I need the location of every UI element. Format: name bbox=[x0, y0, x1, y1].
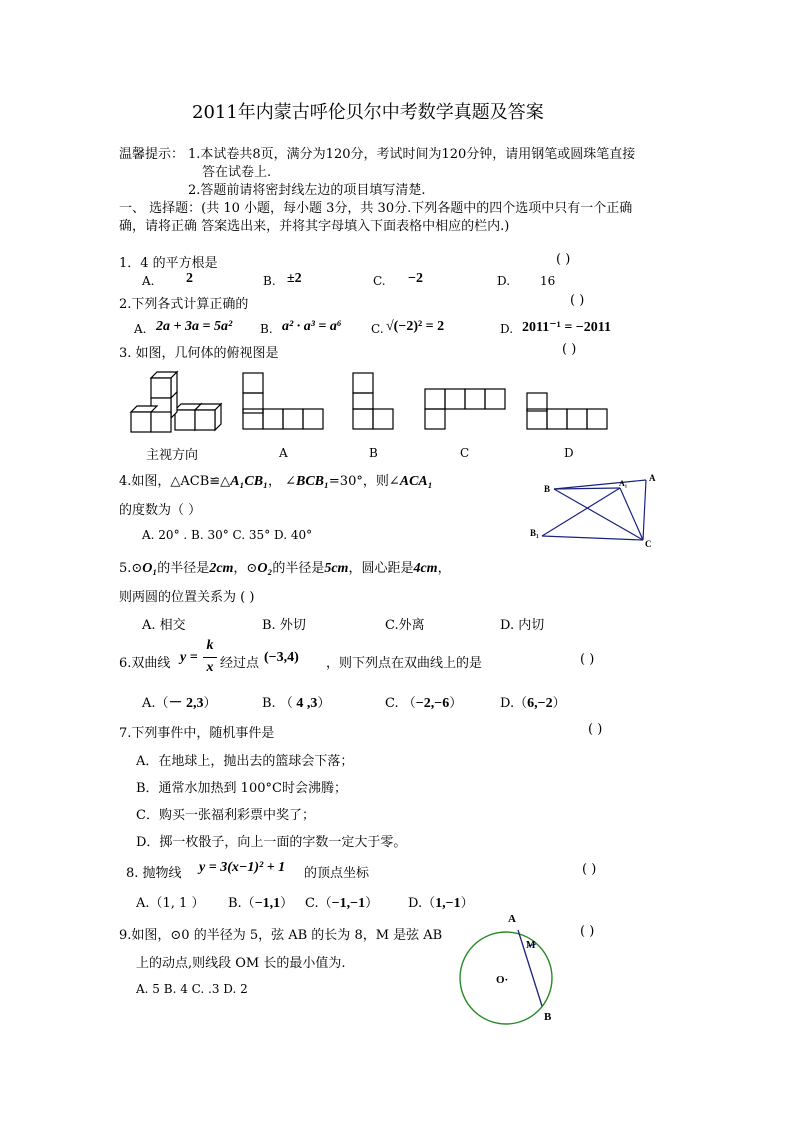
q6-fraction-bar bbox=[203, 657, 217, 658]
q3-stem: 3. 如图，几何体的俯视图是 bbox=[119, 346, 279, 361]
q8-p1: 8. 抛物线 bbox=[126, 866, 182, 881]
q3-main-solid bbox=[131, 372, 221, 432]
q3-option-b-figure bbox=[353, 373, 393, 429]
q3-label-a: A bbox=[279, 446, 288, 460]
q5-p2: 的半径是 bbox=[157, 561, 210, 576]
tips-line2: 2.答题前请将密封线左边的项目填写清楚. bbox=[188, 183, 426, 198]
q5-p3: ，⊙ bbox=[233, 561, 258, 576]
q5-opt-d: D. 内切 bbox=[500, 618, 545, 633]
q6-opt-c-value: −2,−6 bbox=[415, 696, 450, 711]
q2-paren: ( ) bbox=[570, 293, 585, 308]
q9-options: A. 5 B. 4 C. .3 D. 2 bbox=[136, 982, 248, 996]
q4-options: A. 20° . B. 30° C. 35° D. 40° bbox=[142, 528, 313, 542]
q3-option-a-figure bbox=[243, 373, 323, 429]
q7-opt-a: A．在地球上，抛出去的篮球会下落； bbox=[136, 754, 354, 769]
q9-stem: 9.如图，⊙0 的半径为 5，弦 AB 的长为 8，M 是弦 AB bbox=[119, 928, 443, 943]
q5-r1: 2cm bbox=[209, 561, 234, 576]
q4-label-b: B bbox=[544, 484, 551, 494]
q8-opt-b: B.（−1,1） bbox=[228, 896, 294, 911]
q6-opt-c: C. （−2,−6） bbox=[385, 696, 463, 711]
q9-paren: ( ) bbox=[580, 924, 595, 939]
q3-main-label: 主视方向 bbox=[146, 448, 199, 463]
q6-opt-a-value: － 2,3 bbox=[168, 696, 204, 711]
q4-stem bbox=[119, 470, 433, 490]
q3-figures bbox=[125, 365, 615, 437]
q4-symbol-bcb1: BCB₁ bbox=[296, 474, 329, 489]
q1-paren: ( ) bbox=[556, 252, 571, 267]
q5-p4: 的半径是 bbox=[272, 561, 325, 576]
q2-opt-a-value: 2a + 3a = 5a² bbox=[156, 319, 233, 334]
q7-opt-b: B．通常水加热到 100°C时会沸腾； bbox=[136, 781, 347, 796]
q5-stem2: 则两圆的位置关系为 ( ) bbox=[119, 590, 255, 605]
q9-label-m: M bbox=[526, 940, 536, 951]
q8-opt-c-value: −1,−1 bbox=[331, 896, 366, 911]
q2-stem: 2.下列各式计算正确的 bbox=[119, 297, 249, 312]
q9-circle-figure bbox=[452, 908, 570, 1030]
q5-opt-b: B. 外切 bbox=[262, 618, 306, 633]
q6-eq-y: y = bbox=[180, 650, 198, 665]
q5-o1: O₁ bbox=[142, 561, 158, 576]
tips-label: 温馨提示： bbox=[119, 147, 185, 162]
q5-p5: ，圆心距是 bbox=[348, 561, 414, 576]
q6-opt-b-value: 4 ,3 bbox=[292, 696, 318, 711]
q1-opt-d-label: D. bbox=[497, 274, 511, 288]
q4-triangle-figure bbox=[528, 470, 663, 550]
q2-opt-c-value: √(−2)² = 2 bbox=[386, 319, 445, 334]
q4-symbol-a1cb1: A₁CB₁ bbox=[230, 474, 268, 489]
q5-opt-c: C.外离 bbox=[385, 618, 425, 633]
q2-opt-b-label: B. bbox=[260, 322, 273, 336]
q5-distance: 4cm bbox=[413, 561, 438, 576]
q3-paren: ( ) bbox=[562, 342, 577, 357]
q6-fraction-num: k bbox=[206, 638, 214, 653]
q5-opt-a: A. 相交 bbox=[142, 618, 186, 633]
q9-label-b: B bbox=[544, 1011, 552, 1023]
q6-opt-a: A.（－ 2,3） bbox=[142, 696, 217, 711]
q7-opt-d: D．掷一枚骰子，向上一面的字数一定大于零。 bbox=[136, 835, 407, 850]
q2-opt-d-label: D. bbox=[500, 322, 514, 336]
section1-line2: 确，请将正确 答案选出来，并将其字母填入下面表格中相应的栏内.) bbox=[119, 219, 510, 234]
q1-opt-a-label: A. bbox=[142, 274, 155, 288]
q1-opt-a-value: 2 bbox=[186, 271, 193, 286]
q2-opt-d-value: 2011⁻¹ = −2011 bbox=[522, 320, 611, 335]
q6-point: (−3,4) bbox=[264, 650, 299, 665]
q2-opt-c-label: C. bbox=[371, 322, 384, 336]
q1-opt-d-value: 16 bbox=[540, 274, 556, 288]
q8-equation: y = 3(x−1)² + 1 bbox=[199, 860, 286, 875]
tips-line1b: 答在试卷上. bbox=[202, 165, 272, 180]
q5-stem bbox=[119, 557, 451, 577]
q9-stem2: 上的动点,则线段 OM 长的最小值为. bbox=[136, 956, 346, 971]
q6-paren: ( ) bbox=[580, 652, 595, 667]
q4-stem2: 的度数为（ ） bbox=[119, 503, 202, 518]
tips-line1: 1.本试卷共8页，满分为120分，考试时间为120分钟，请用钢笔或圆珠笔直接 bbox=[188, 147, 636, 162]
page-title: 2011年内蒙古呼伦贝尔中考数学真题及答案 bbox=[192, 102, 544, 123]
q5-p1: 5.⊙ bbox=[119, 561, 143, 576]
q9-label-o: O· bbox=[496, 974, 509, 986]
q4-label-b1: B₁ bbox=[530, 528, 539, 538]
q2-opt-a-label: A. bbox=[134, 322, 147, 336]
q8-opt-b-value: −1,1 bbox=[254, 896, 281, 911]
q1-opt-c-label: C. bbox=[373, 274, 386, 288]
q3-label-b: B bbox=[369, 446, 378, 460]
q1-opt-b-value: ±2 bbox=[287, 271, 302, 286]
q8-opt-a: A.（1, 1 ） bbox=[136, 896, 205, 911]
section1-line1: 一、 选择题：(共 10 小题，每小题 3分，共 30分.下列各题中的四个选项中只有一个正确 bbox=[119, 201, 633, 216]
q6-p2: 经过点 bbox=[220, 656, 260, 671]
q1-opt-b-label: B. bbox=[263, 274, 276, 288]
q5-o2: O₂ bbox=[257, 561, 273, 576]
q6-opt-d: D.（6,−2） bbox=[500, 696, 566, 711]
q3-option-d-figure bbox=[527, 393, 607, 429]
q5-r2: 5cm bbox=[324, 561, 349, 576]
q6-fraction-den: x bbox=[206, 660, 214, 675]
q8-paren: ( ) bbox=[582, 862, 597, 877]
q4-symbol-aca1: ACA₁ bbox=[399, 474, 433, 489]
q4-label-a1: A₁ bbox=[619, 479, 628, 488]
q2-opt-b-value: a² · a³ = a⁶ bbox=[282, 319, 342, 334]
q3-label-c: C bbox=[460, 446, 470, 460]
q4-stem-b: ， ∠ bbox=[267, 474, 296, 489]
q1-stem: 1．4 的平方根是 bbox=[119, 256, 218, 271]
q7-stem: 7.下列事件中，随机事件是 bbox=[119, 726, 275, 741]
q5-p6: ， bbox=[437, 561, 451, 576]
q6-p1: 6.双曲线 bbox=[119, 656, 171, 671]
q8-p2: 的顶点坐标 bbox=[304, 866, 370, 881]
q4-label-c: C bbox=[645, 539, 652, 549]
q4-label-a: A bbox=[649, 473, 656, 483]
q7-opt-c: C．购买一张福利彩票中奖了； bbox=[136, 808, 315, 823]
q8-opt-c: C.（−1,−1） bbox=[305, 896, 379, 911]
q7-paren: ( ) bbox=[588, 722, 603, 737]
q3-label-d: D bbox=[564, 446, 574, 460]
q4-stem-a: 4.如图，△ACB≌△ bbox=[119, 474, 231, 489]
q8-opt-d-value: 1,−1 bbox=[435, 896, 461, 911]
q3-option-c-figure bbox=[425, 389, 505, 429]
q8-opt-d: D.（1,−1） bbox=[408, 896, 474, 911]
q4-stem-c: =30°，则∠ bbox=[328, 474, 400, 489]
q9-label-a: A bbox=[508, 913, 516, 925]
q1-opt-c-value: −2 bbox=[408, 271, 423, 286]
q6-opt-b: B. （ 4 ,3） bbox=[262, 696, 331, 711]
q6-opt-d-value: 6,−2 bbox=[527, 696, 553, 711]
q6-p3: ，则下列点在双曲线上的是 bbox=[326, 656, 483, 671]
